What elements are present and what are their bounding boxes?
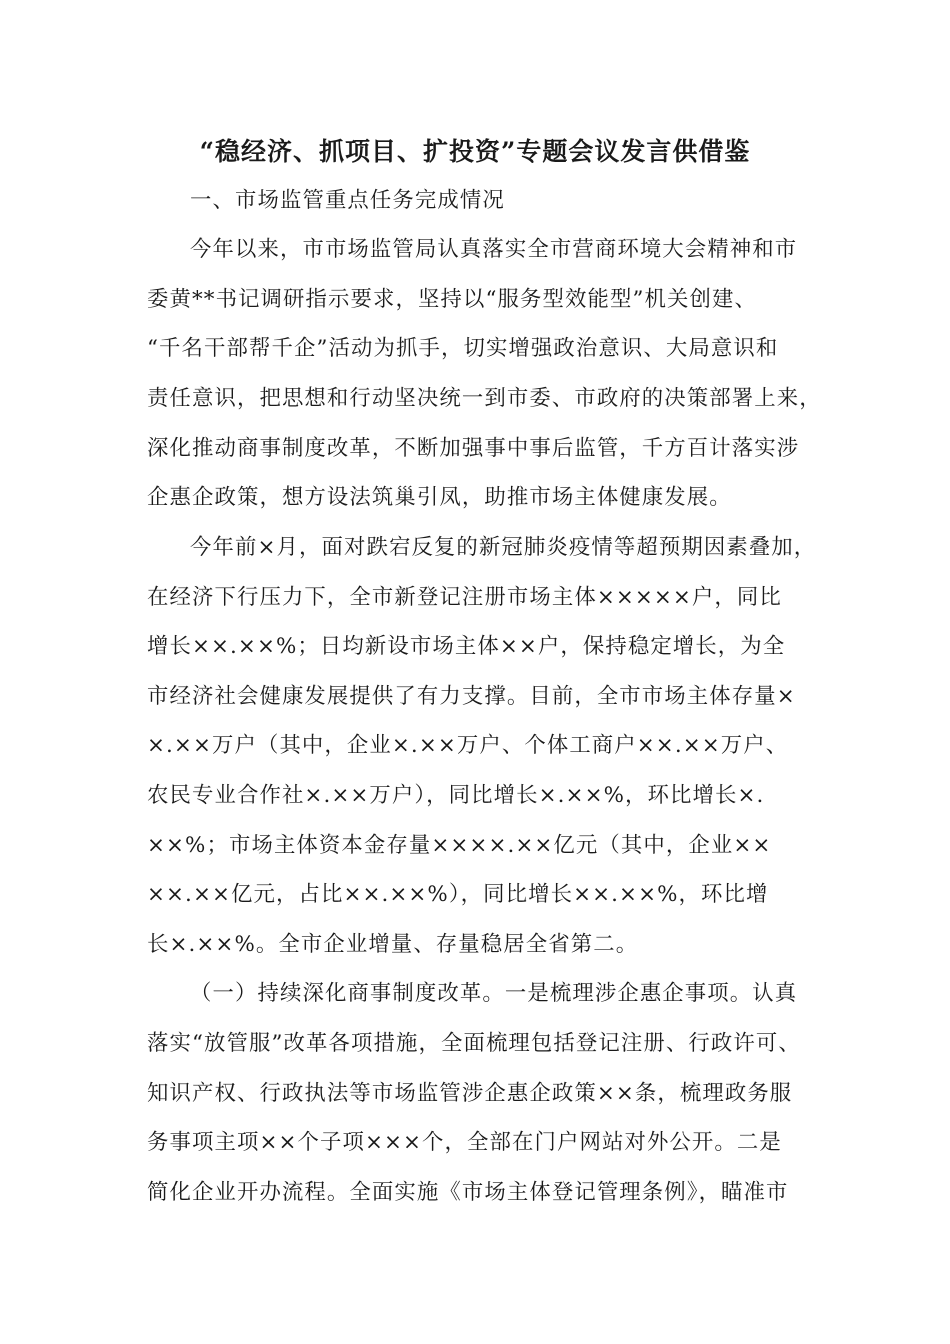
paragraph-line: 农民专业合作社×.××万户），同比增长×.××%，环比增长×. xyxy=(147,783,765,808)
paragraph-line: 在经济下行压力下，全市新登记注册市场主体×××××户，同比 xyxy=(147,585,782,610)
paragraph-line: 今年前×月，面对跌宕反复的新冠肺炎疫情等超预期因素叠加， xyxy=(190,535,817,560)
paragraph-line: 市经济社会健康发展提供了有力支撑。目前，全市市场主体存量× xyxy=(147,684,796,709)
paragraph-line: 知识产权、行政执法等市场监管涉企惠企政策××条，梳理政务服 xyxy=(147,1081,793,1106)
paragraph-line: 委黄**书记调研指示要求，坚持以“服务型效能型”机关创建、 xyxy=(147,287,757,312)
paragraph-line: 企惠企政策，想方设法筑巢引凤，助推市场主体健康发展。 xyxy=(147,485,732,510)
paragraph-line: （一）持续深化商事制度改革。一是梳理涉企惠企事项。认真 xyxy=(190,981,798,1006)
paragraph-line: 今年以来，市市场监管局认真落实全市营商环境大会精神和市 xyxy=(190,237,798,262)
paragraph-line: 长×.××%。全市企业增量、存量稳居全省第二。 xyxy=(147,932,639,957)
paragraph-line: ×.××万户（其中，企业×.××万户、个体工商户××.××万户、 xyxy=(147,733,789,758)
paragraph-line: 务事项主项××个子项×××个，全部在门户网站对外公开。二是 xyxy=(147,1130,782,1155)
paragraph-line: 简化企业开办流程。全面实施《市场主体登记管理条例》，瞄准市 xyxy=(147,1180,789,1205)
paragraph-line: 深化推动商事制度改革，不断加强事中事后监管，千方百计落实涉 xyxy=(147,436,800,461)
paragraph-line: 落实“放管服”改革各项措施，全面梳理包括登记注册、行政许可、 xyxy=(147,1031,801,1056)
paragraph-line: ××%；市场主体资本金存量××××.××亿元（其中，企业×× xyxy=(147,833,772,858)
paragraph-line: ××.××亿元，占比××.××%），同比增长××.××%，环比增 xyxy=(147,882,769,907)
paragraph-line: 责任意识，把思想和行动坚决统一到市委、市政府的决策部署上来， xyxy=(147,386,822,411)
paragraph-line: 增长××.××%；日均新设市场主体××户，保持稳定增长，为全 xyxy=(147,634,786,659)
document-title: “稳经济、抓项目、扩投资”专题会议发言供借鉴 xyxy=(199,137,751,166)
section-heading: 一、市场监管重点任务完成情况 xyxy=(190,188,505,213)
paragraph-line: “千名干部帮千企”活动为抓手，切实增强政治意识、大局意识和 xyxy=(147,336,779,361)
